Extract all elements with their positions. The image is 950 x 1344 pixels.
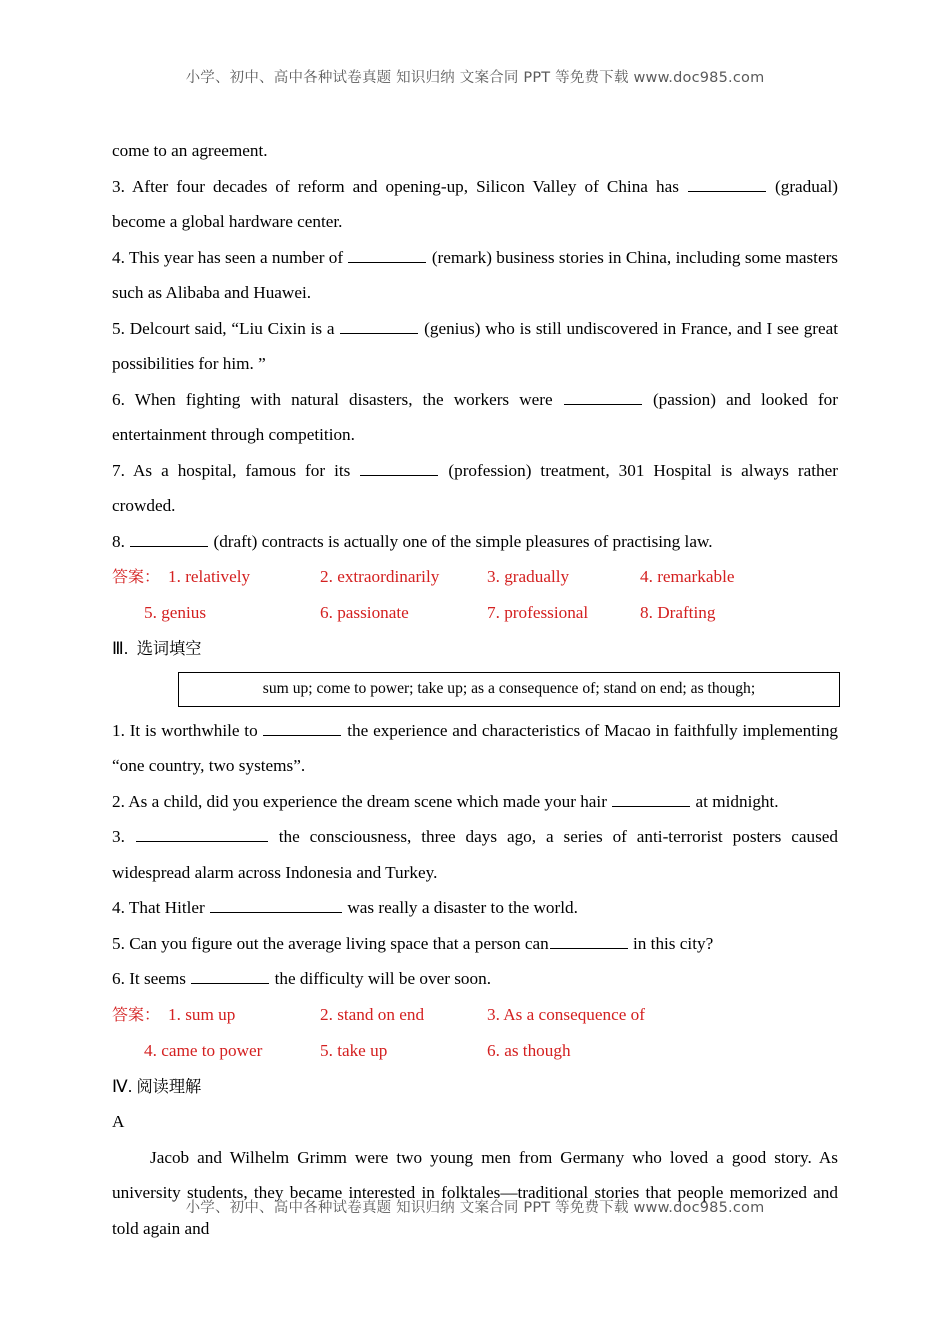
- item-text-after: the difficulty will be over soon.: [274, 969, 491, 988]
- answer-item: 1. sum up: [168, 1004, 236, 1024]
- item-text-after: the experience and characteristics of Macao in faithfully implementing “one country, two systems”.: [112, 720, 839, 775]
- word-form-item-4: [112, 240, 838, 311]
- section-numeral: Ⅳ.: [112, 1076, 133, 1096]
- item-number: 7.: [112, 460, 125, 480]
- section-three-heading: [112, 631, 838, 667]
- answer-blank[interactable]: [564, 391, 642, 405]
- answer-blank[interactable]: [550, 935, 628, 949]
- item-text-after: the consciousness, three days ago, a series of anti-terrorist posters caused widespread alarm across Indonesia and Turkey.: [112, 827, 838, 882]
- item-text-before: As a hospital, famous for its: [132, 460, 351, 480]
- item-number: 5.: [112, 933, 125, 953]
- section-four-heading: [112, 1069, 838, 1105]
- item-text-after: at midnight.: [695, 791, 779, 811]
- item-text-after: in this city?: [633, 933, 714, 953]
- word-form-item-5: [112, 311, 838, 382]
- answer-blank[interactable]: [688, 178, 766, 192]
- answer-blank[interactable]: [348, 249, 426, 263]
- word-form-item-6: [112, 382, 838, 453]
- answer-item: 7. professional: [487, 603, 589, 622]
- item-text-after: (remark) business stories in China, including some masters such as Alibaba and Huawei.: [112, 247, 838, 302]
- item-number: 6.: [112, 969, 125, 988]
- answer-blank[interactable]: [360, 462, 438, 476]
- answer-item: 1. relatively: [168, 567, 251, 586]
- document-content: [112, 133, 838, 1246]
- answer-item: 5. take up: [320, 1040, 388, 1060]
- answer-blank[interactable]: [263, 722, 341, 736]
- word-bank-box: sum up; come to power; take up; as a consequence of; stand on end; as though;: [178, 672, 840, 707]
- answer-blank[interactable]: [612, 793, 690, 807]
- answer-item: 8. Drafting: [640, 603, 716, 622]
- item-number: 1.: [112, 720, 125, 740]
- item-number: 3.: [112, 827, 125, 846]
- item-text-before: Can you figure out the average living space that a person can: [129, 933, 549, 953]
- answers-row-1: [112, 559, 838, 595]
- answer-item: 5. genius: [144, 603, 207, 622]
- passage-label: A: [112, 1112, 125, 1131]
- item-text-after: (gradual) become a global hardware center.: [112, 176, 839, 231]
- section-numeral: Ⅲ.: [112, 639, 129, 658]
- answers-block-word-form: [112, 559, 838, 631]
- item-text-after: (genius) who is still undiscovered in France, and I see great possibilities for him. ”: [112, 318, 839, 373]
- item-text-after: was really a disaster to the world.: [347, 898, 578, 917]
- section-title: 选词填空: [136, 639, 202, 658]
- word-form-item-7: [112, 453, 838, 524]
- item-text-before: That Hitler: [128, 898, 205, 917]
- item-text-before: This year has seen a number of: [128, 247, 344, 267]
- item-text-before: After four decades of reform and opening-up, Silicon Valley of China has: [132, 176, 679, 196]
- cloze-item-3: [112, 819, 838, 890]
- item-text-before: As a child, did you experience the dream scene which made your hair: [128, 791, 607, 811]
- cloze-item-1: [112, 713, 838, 784]
- passage-paragraph-1: Jacob and Wilhelm Grimm were two young men from Germany who loved a good story. As university students, they became interested in folktales—traditional stories that people memorized and told again and: [112, 1147, 838, 1238]
- answers-row-2: [112, 595, 838, 631]
- answer-item: 6. passionate: [320, 603, 409, 622]
- item-number: 3.: [112, 176, 125, 196]
- item-text-after: (passion) and looked for entertainment through competition.: [112, 389, 838, 444]
- answers-row-2: [112, 1033, 838, 1069]
- item-number: 6.: [112, 389, 125, 409]
- section-title: 阅读理解: [136, 1076, 202, 1096]
- item-number: 5.: [112, 318, 125, 338]
- answers-label: 答案：: [112, 567, 161, 586]
- cloze-item-5: [112, 926, 838, 962]
- item-text-after: (draft) contracts is actually one of the simple pleasures of practising law.: [213, 531, 713, 551]
- answer-item: 3. As a consequence of: [487, 1004, 645, 1024]
- item-text-after: (profession) treatment, 301 Hospital is always rather crowded.: [112, 460, 838, 515]
- answer-item: 2. stand on end: [320, 1004, 425, 1024]
- item-number: 8.: [112, 531, 125, 551]
- answer-blank[interactable]: [210, 899, 342, 913]
- answer-item: 4. remarkable: [640, 567, 735, 586]
- answers-row-1: [112, 997, 838, 1033]
- answer-blank[interactable]: [191, 970, 269, 984]
- watermark-top: 小学、初中、高中各种试卷真题 知识归纳 文案合同 PPT 等免费下载 www.doc985.com: [185, 70, 765, 86]
- item-text-before: Delcourt said, “Liu Cixin is a: [129, 318, 335, 338]
- answers-label: 答案：: [112, 1004, 161, 1024]
- answer-blank[interactable]: [340, 320, 418, 334]
- cloze-item-4: [112, 890, 838, 926]
- answers-block-cloze: [112, 997, 838, 1069]
- item-text-before: It is worthwhile to: [129, 720, 258, 740]
- word-form-item-8: [112, 524, 838, 560]
- cloze-item-6: [112, 961, 838, 997]
- watermark-bottom: 小学、初中、高中各种试卷真题 知识归纳 文案合同 PPT 等免费下载 www.doc985.com: [185, 1200, 765, 1216]
- item-number: 4.: [112, 247, 125, 267]
- answer-item: 6. as though: [487, 1040, 571, 1060]
- continuation-line: come to an agreement.: [112, 141, 268, 160]
- answer-blank[interactable]: [136, 828, 268, 842]
- cloze-item-2: [112, 784, 838, 820]
- word-form-item-3: [112, 169, 838, 240]
- answer-item: 3. gradually: [487, 567, 570, 586]
- item-text-before: When fighting with natural disasters, the workers were: [134, 389, 553, 409]
- item-number: 2.: [112, 791, 125, 811]
- answer-item: 4. came to power: [144, 1040, 263, 1060]
- answer-item: 2. extraordinarily: [320, 567, 440, 586]
- item-number: 4.: [112, 898, 125, 917]
- answer-blank[interactable]: [130, 533, 208, 547]
- item-text-before: It seems: [129, 969, 186, 988]
